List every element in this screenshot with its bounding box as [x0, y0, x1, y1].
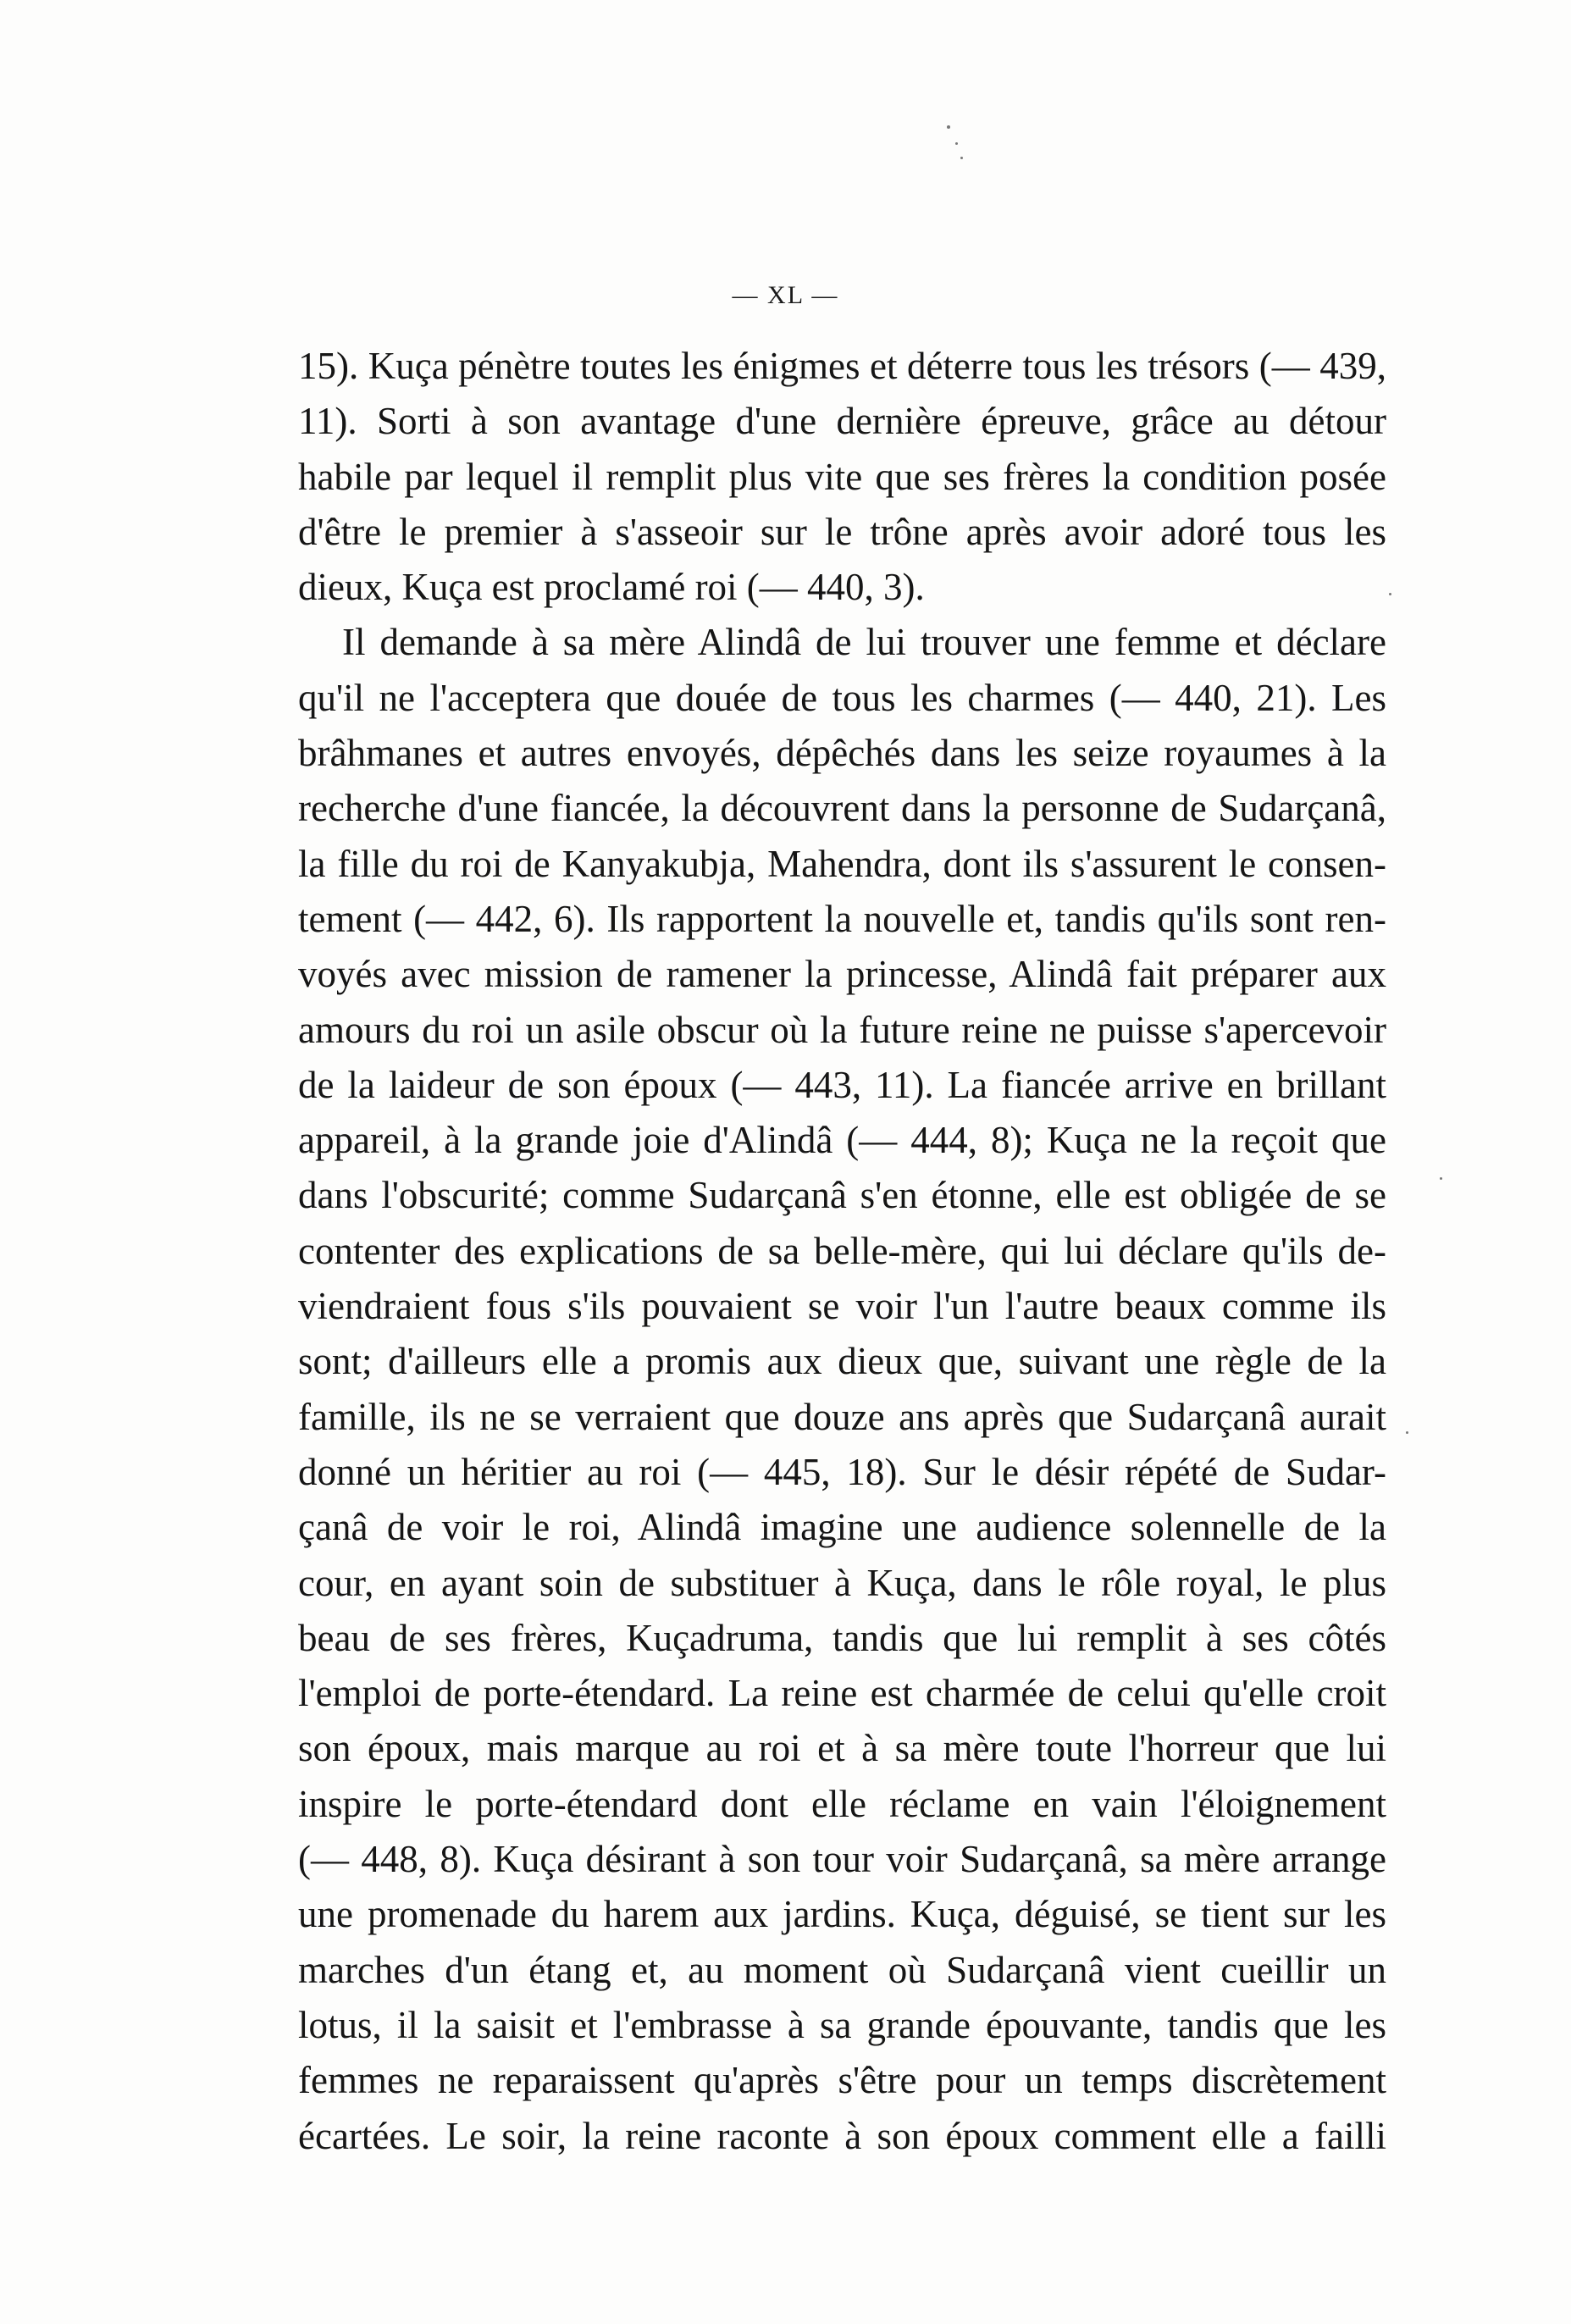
scan-speck	[955, 142, 958, 145]
text-line: d'être le premier à s'asseoir sur le trône après avoir adoré tous les	[298, 510, 1386, 553]
text-line: cour, en ayant soin de substituer à Kuça, dans le rôle royal, le plus	[298, 1561, 1386, 1604]
text-line: marches d'un étang et, au moment où Sudarçanâ vient cueillir un	[298, 1948, 1386, 1991]
text-line: appareil, à la grande joie d'Alindâ (— 444, 8); Kuça ne la reçoit que	[298, 1119, 1386, 1162]
page-folio: — XL —	[732, 281, 839, 309]
text-line: voyés avec mission de ramener la princesse, Alindâ fait préparer aux	[298, 953, 1386, 996]
text-line: amours du roi un asile obscur où la future reine ne puisse s'apercevoir	[298, 1008, 1386, 1051]
text-line: une promenade du harem aux jardins. Kuça, déguisé, se tient sur les	[298, 1893, 1386, 1936]
text-line: l'emploi de porte-étendard. La reine est charmée de celui qu'elle croit	[298, 1672, 1386, 1715]
scan-speck	[960, 157, 963, 159]
text-line: 11). Sorti à son avantage d'une dernière épreuve, grâce au détour	[298, 400, 1386, 443]
text-line: brâhmanes et autres envoyés, dépêchés dans les seize royaumes à la	[298, 732, 1386, 775]
text-line: (— 448, 8). Kuça désirant à son tour voir Sudarçanâ, sa mère arrange	[298, 1838, 1386, 1881]
text-line: beau de ses frères, Kuçadruma, tandis que lui remplit à ses côtés	[298, 1616, 1386, 1659]
text-line: son époux, mais marque au roi et à sa mère toute l'horreur que lui	[298, 1727, 1386, 1770]
text-line: habile par lequel il remplit plus vite que ses frères la condition posée	[298, 455, 1386, 498]
text-line: viendraient fous s'ils pouvaient se voir l'un l'autre beaux comme ils	[298, 1285, 1386, 1328]
text-line: famille, ils ne se verraient que douze ans après que Sudarçanâ aurait	[298, 1395, 1386, 1438]
text-line: qu'il ne l'acceptera que douée de tous les charmes (— 440, 21). Les	[298, 676, 1386, 719]
text-line: çanâ de voir le roi, Alindâ imagine une audience solennelle de la	[298, 1506, 1386, 1549]
text-line: sont; d'ailleurs elle a promis aux dieux que, suivant une règle de la	[298, 1340, 1386, 1383]
scan-speck	[1406, 1431, 1408, 1434]
text-line: la fille du roi de Kanyakubja, Mahendra, dont ils s'assurent le consen-	[298, 842, 1386, 885]
text-line: recherche d'une fiancée, la découvrent dans la personne de Sudarçanâ,	[298, 787, 1386, 830]
text-line: écartées. Le soir, la reine raconte à son époux comment elle a failli	[298, 2114, 1386, 2157]
body-text	[298, 339, 1386, 2164]
text-line: donné un héritier au roi (— 445, 18). Sur le désir répété de Sudar-	[298, 1450, 1386, 1493]
text-line: dans l'obscurité; comme Sudarçanâ s'en étonne, elle est obligée de se	[298, 1174, 1386, 1217]
scan-speck	[1440, 1177, 1442, 1180]
text-line: lotus, il la saisit et l'embrasse à sa grande épouvante, tandis que les	[298, 2003, 1386, 2046]
text-line: 15). Kuça pénètre toutes les énigmes et déterre tous les trésors (— 439,	[298, 345, 1386, 387]
text-line: contenter des explications de sa belle-mère, qui lui déclare qu'ils de-	[298, 1229, 1386, 1272]
text-line: tement (— 442, 6). Ils rapportent la nouvelle et, tandis qu'ils sont ren-	[298, 897, 1386, 940]
scan-speck	[947, 125, 950, 129]
text-line: de la laideur de son époux (— 443, 11). La fiancée arrive en brillant	[298, 1063, 1386, 1106]
paragraph-start-line: Il demande à sa mère Alindâ de lui trouver une femme et déclare	[342, 621, 1386, 664]
text-line: inspire le porte-étendard dont elle réclame en vain l'éloignement	[298, 1782, 1386, 1825]
text-line: dieux, Kuça est proclamé roi (— 440, 3).	[298, 566, 925, 609]
text-line: femmes ne reparaissent qu'après s'être pour un temps discrètement	[298, 2059, 1386, 2102]
scan-speck	[1389, 593, 1391, 595]
